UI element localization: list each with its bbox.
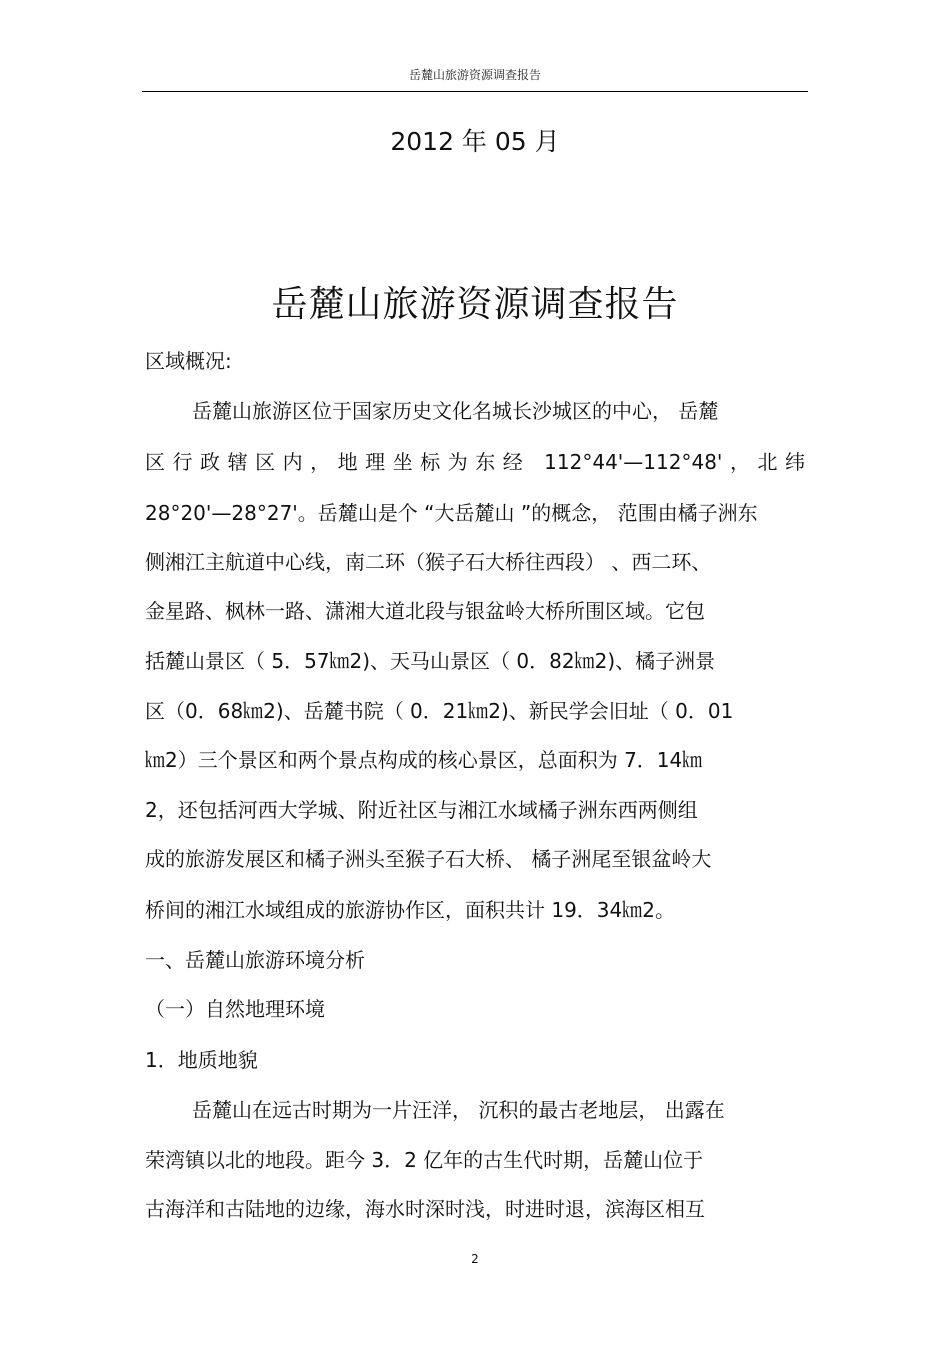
- paragraph-line: 成的旅游发展区和橘子洲头至猴子石大桥、 橘子洲尾至银盆岭大: [145, 847, 712, 871]
- page-number: 2: [471, 1252, 479, 1266]
- paragraph-line: 金星路、枫林一路、潇湘大道北段与银盆岭大桥所围区域。它包: [145, 599, 705, 623]
- paragraph-line: 岳麓山旅游区位于国家历史文化名城长沙城区的中心， 岳麓: [192, 399, 719, 423]
- paragraph-line: 2，还包括河西大学城、附近社区与湘江水域橘子洲东西两侧组: [145, 798, 698, 822]
- section-heading: 一、岳麓山旅游环境分析: [145, 948, 365, 972]
- subsection-heading: （一）自然地理环境: [145, 997, 325, 1021]
- paragraph-line: 古海洋和古陆地的边缘，海水时深时浅，时进时退，滨海区相互: [145, 1197, 705, 1221]
- paragraph-line: 桥间的湘江水域组成的旅游协作区，面积共计 19．34㎞2。: [145, 898, 675, 922]
- region-heading: 区域概况:: [145, 349, 232, 373]
- item-heading: 1．地质地貌: [145, 1048, 258, 1072]
- report-date: 2012 年 05 月: [390, 127, 560, 156]
- paragraph-line: 侧湘江主航道中心线，南二环（猴子石大桥往西段） 、西二环、: [145, 550, 712, 574]
- paragraph-line: 28°20'—28°27'。岳麓山是个 “大岳麓山 ”的概念， 范围由橘子洲东: [145, 501, 758, 525]
- paragraph-line: 区行政辖区内，地理坐标为东经 112°44'—112°48'，北纬: [145, 450, 805, 474]
- header-divider: [142, 91, 808, 92]
- paragraph-line: ㎞2）三个景区和两个景点构成的核心景区，总面积为 7．14㎞: [145, 748, 703, 772]
- paragraph-line: 荣湾镇以北的地段。距今 3．2 亿年的古生代时期，岳麓山位于: [145, 1148, 704, 1172]
- paragraph-line: 岳麓山在远古时期为一片汪洋， 沉积的最古老地层， 出露在: [192, 1098, 725, 1122]
- paragraph-line: 区（0．68㎞2)、岳麓书院（ 0．21㎞2)、新民学会旧址（ 0．01: [145, 699, 734, 723]
- page-title: 岳麓山旅游资源调查报告: [271, 284, 679, 325]
- paragraph-line: 括麓山景区（ 5．57㎞2)、天马山景区（ 0．82㎞2)、橘子洲景: [145, 649, 716, 673]
- running-header: 岳麓山旅游资源调查报告: [408, 68, 541, 82]
